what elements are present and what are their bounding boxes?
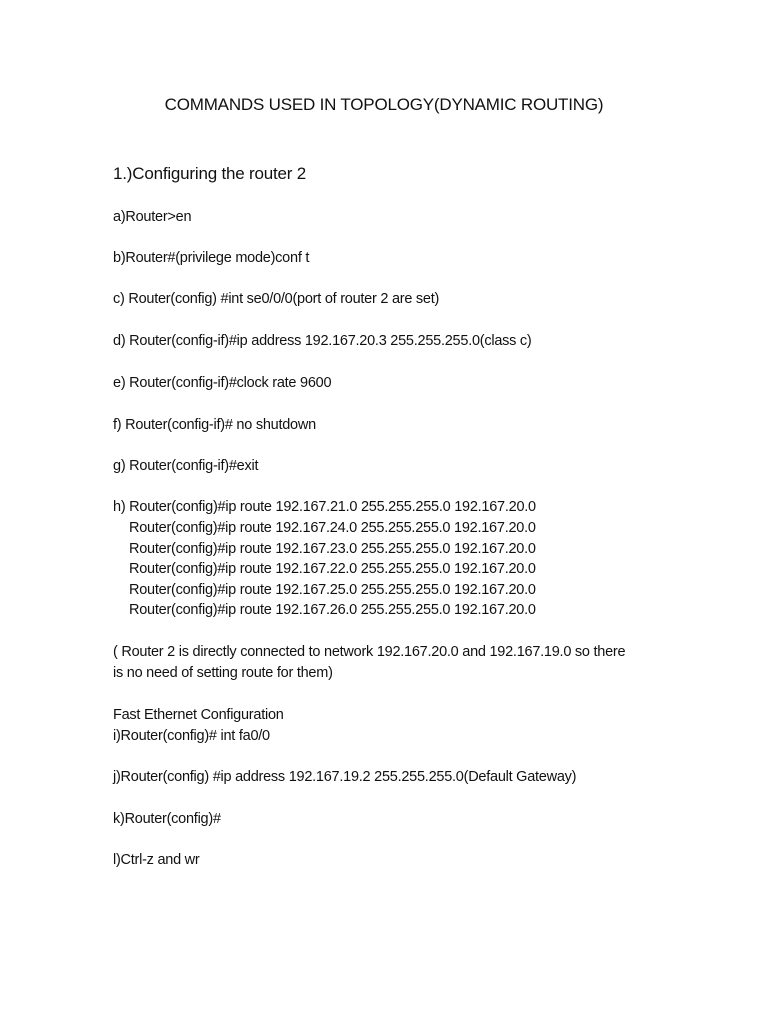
step-l: l)Ctrl-z and wr [113, 852, 200, 868]
step-k: k)Router(config)# [113, 811, 221, 827]
fast-ethernet-heading: Fast Ethernet Configuration [113, 707, 284, 723]
step-a: a)Router>en [113, 209, 192, 225]
step-h-route-2: Router(config)#ip route 192.167.24.0 255.255.255.0 192.167.20.0 [129, 520, 536, 536]
step-h-route-5: Router(config)#ip route 192.167.25.0 255.255.255.0 192.167.20.0 [129, 582, 536, 598]
note-line-2: is no need of setting route for them) [113, 665, 333, 681]
step-h-route-1: h) Router(config)#ip route 192.167.21.0 255.255.255.0 192.167.20.0 [113, 499, 536, 515]
section-heading: 1.)Configuring the router 2 [113, 164, 307, 183]
step-b: b)Router#(privilege mode)conf t [113, 250, 310, 266]
step-j: j)Router(config) #ip address 192.167.19.2 255.255.255.0(Default Gateway) [113, 769, 577, 785]
document-title: COMMANDS USED IN TOPOLOGY(DYNAMIC ROUTING) [164, 95, 604, 114]
step-h-route-6: Router(config)#ip route 192.167.26.0 255.255.255.0 192.167.20.0 [129, 602, 536, 618]
step-f: f) Router(config-if)# no shutdown [113, 417, 316, 433]
step-d: d) Router(config-if)#ip address 192.167.20.3 255.255.255.0(class c) [113, 333, 532, 349]
step-c: c) Router(config) #int se0/0/0(port of router 2 are set) [113, 291, 440, 307]
note-line-1: ( Router 2 is directly connected to network 192.167.20.0 and 192.167.19.0 so there [113, 644, 626, 660]
step-g: g) Router(config-if)#exit [113, 458, 259, 474]
step-h-route-3: Router(config)#ip route 192.167.23.0 255.255.255.0 192.167.20.0 [129, 541, 536, 557]
step-h-route-4: Router(config)#ip route 192.167.22.0 255.255.255.0 192.167.20.0 [129, 561, 536, 577]
step-e: e) Router(config-if)#clock rate 9600 [113, 375, 332, 391]
step-i: i)Router(config)# int fa0/0 [113, 728, 270, 744]
